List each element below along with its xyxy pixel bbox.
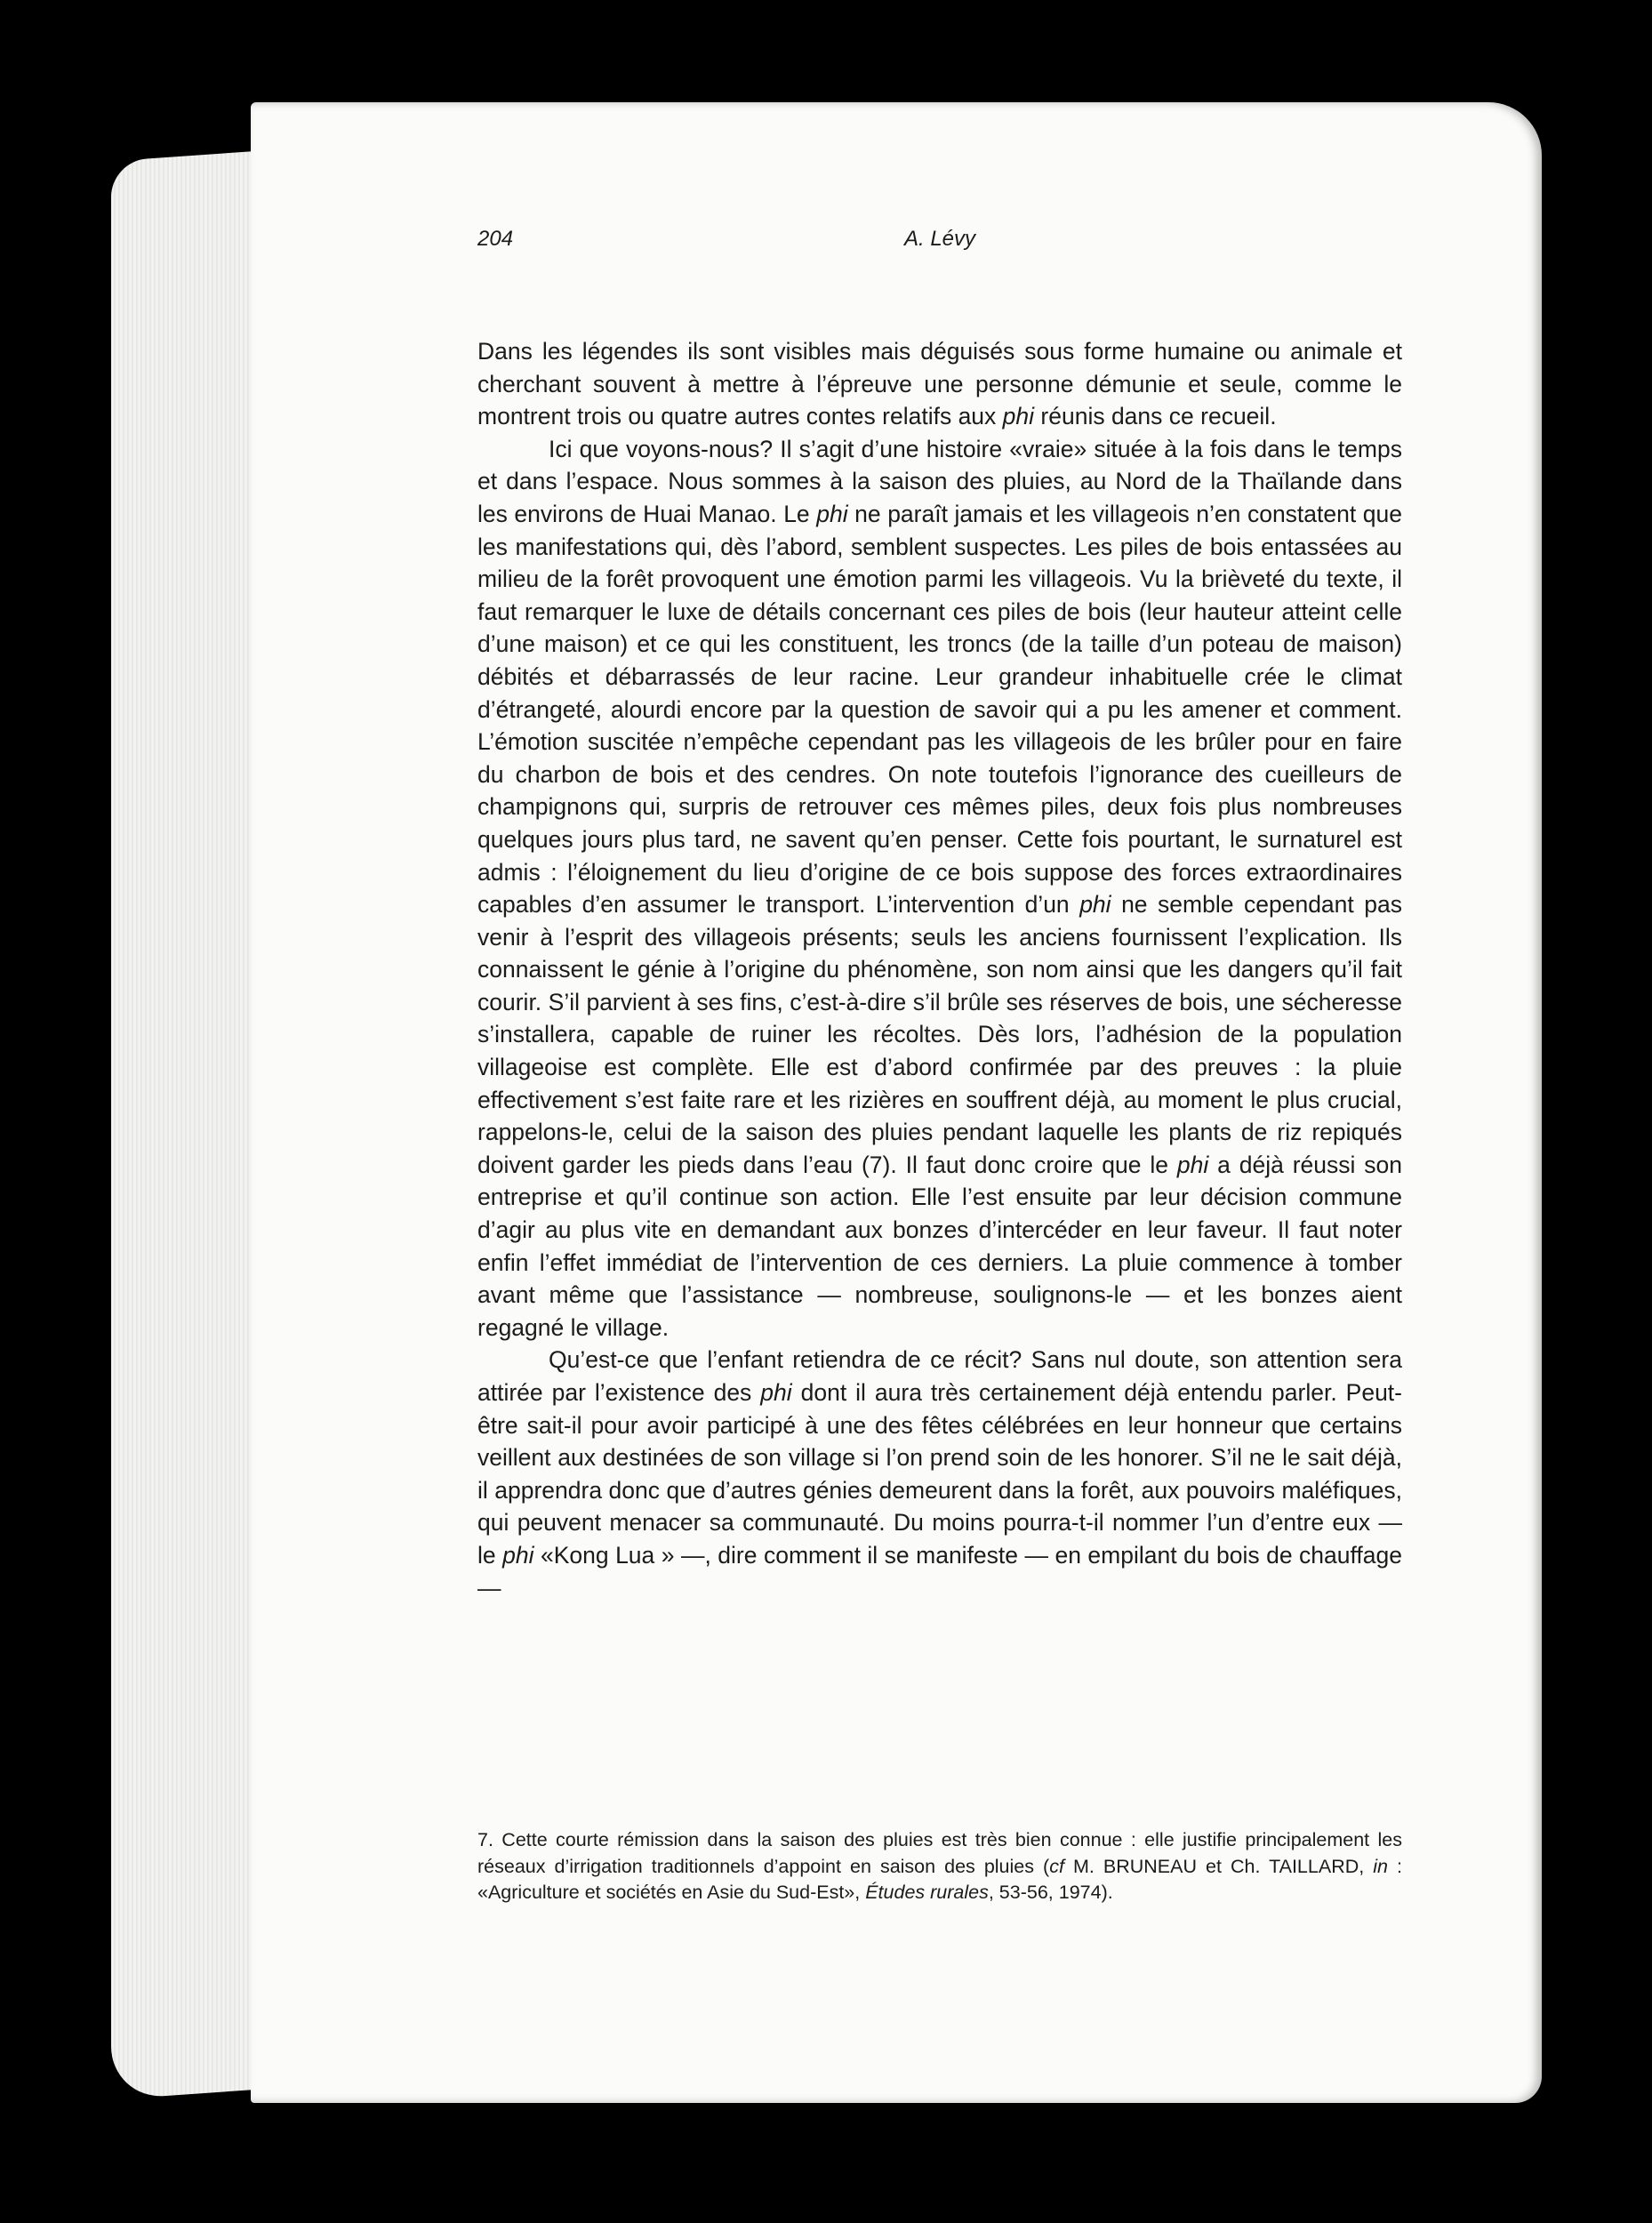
footnote bbox=[477, 1827, 1402, 1906]
paragraph bbox=[477, 1344, 1402, 1604]
page-content bbox=[477, 227, 1402, 1604]
book-page-edges bbox=[111, 150, 271, 2100]
text-span: «Kong Lua » —, dire comment il se manifeste — en empilant du bois de chauffage — bbox=[477, 1541, 1402, 1601]
running-head: A. Lévy bbox=[903, 227, 976, 251]
italic-term: phi bbox=[816, 500, 848, 527]
book-page bbox=[251, 102, 1542, 2103]
paragraph bbox=[477, 433, 1402, 1344]
italic-term: cf bbox=[1049, 1855, 1064, 1877]
body-text bbox=[477, 335, 1402, 1604]
italic-term: Études rurales bbox=[865, 1882, 989, 1903]
italic-term: phi bbox=[1002, 403, 1035, 430]
text-span: a déjà réussi son entreprise et qu’il continue son action. Elle l’est ensuite par leur décision commune d’agir au plus vite en demandant aux bonzes d’intercéder en leur faveur. Il faut noter enfin l’effet immédiat de l’intervention de ces derniers. La pluie commence à tomber avant même que l’assistance — nombreuse, soulignons-le — et les bonzes aient regagné le village. bbox=[477, 1151, 1402, 1341]
italic-term: phi bbox=[1176, 1151, 1209, 1178]
text-span: Qu’est-ce que l’enfant retiendra de ce récit? Sans nul doute, son attention sera attirée par l’existence des bbox=[477, 1346, 1402, 1406]
paragraph bbox=[477, 335, 1402, 433]
text-span: ne semble cependant pas venir à l’esprit des villageois présents; seuls les anciens fournissent l’explication. Ils connaissent le génie à l’origine du phénomène, son nom ainsi que les dangers qu’il fait courir. S’il parvient à ses fins, c’est-à-dire s’il brûle ses réserves de bois, une sécheresse s’installera, capable de ruiner les récoltes. Dès lors, l’adhésion de la population villageoise est complète. Elle est d’abord confirmée par des preuves : la pluie effectivement s’est faite rare et les rizières en souffrent déjà, au moment le plus crucial, rappelons-le, celui de la saison des pluies pendant laquelle les plants de riz repiqués doivent garder les pieds dans l’eau (7). Il faut donc croire que le bbox=[477, 891, 1402, 1178]
text-span: réunis dans ce recueil. bbox=[1034, 403, 1277, 430]
italic-term: phi bbox=[1079, 891, 1111, 919]
footnote-text bbox=[477, 1827, 1402, 1906]
italic-term: phi bbox=[760, 1379, 792, 1406]
text-span: , 53-56, 1974). bbox=[988, 1882, 1113, 1903]
page-header bbox=[477, 227, 1402, 271]
text-span: Ici que voyons-nous? Il s’agit d’une histoire «vraie» située à la fois dans le temps et dans l’espace. Nous sommes à la saison des pluies, au Nord de la Thaïlande dans les environs de Huai Manao. Le bbox=[477, 435, 1402, 527]
text-span: 7. Cette courte rémission dans la saison des pluies est très bien connue : elle justifie principalement les réseaux d’irrigation traditionnels d’appoint en saison des pluies ( bbox=[477, 1829, 1402, 1877]
text-span: ne paraît jamais et les villageois n’en constatent que les manifestations qui, dès l’abord, semblent suspectes. Les piles de bois entassées au milieu de la forêt provoquent une émotion parmi les villageois. Vu la brièveté du texte, il faut remarquer le luxe de détails concernant ces piles de bois (leur hauteur atteint celle d’une maison) et ce qui les constituent, les troncs (de la taille d’un poteau de maison) débités et débarrassés de leur racine. Leur grandeur inhabituelle crée le climat d’étrangeté, alourdi encore par la question de savoir qui a pu les amener et comment. L’émotion suscitée n’empêche cependant pas les villageois de les brûler pour en faire du charbon de bois et des cendres. On note toutefois l’ignorance des cueilleurs de champignons qui, surpris de retrouver ces mêmes piles, deux fois plus nombreuses quelques jours plus tard, ne savent qu’en penser. Cette fois pourtant, le surnaturel est admis : l’éloignement du lieu d’origine de ce bois suppose des forces extraordinaires capables d’en assumer le transport. L’intervention d’un bbox=[477, 500, 1403, 919]
italic-term: in bbox=[1373, 1855, 1388, 1877]
text-span: Dans les légendes ils sont visibles mais déguisés sous forme humaine ou animale et cherchant souvent à mettre à l’épreuve une personne démunie et seule, comme le montrent trois ou quatre autres contes relatifs aux bbox=[477, 338, 1402, 430]
italic-term: phi bbox=[502, 1541, 534, 1569]
text-span: dont il aura très certainement déjà entendu parler. Peut-être sait-il pour avoir participé à une des fêtes célébrées en leur honneur que certains veillent aux destinées de son village si l’on prend soin de les honorer. S’il ne le sait déjà, il apprendra donc que d’autres génies demeurent dans la forêt, aux pouvoirs maléfiques, qui peuvent menacer sa communauté. Du moins pourra-t-il nommer l’un d’entre eux — le bbox=[477, 1379, 1402, 1569]
page-number: 204 bbox=[477, 227, 514, 251]
text-span: : «Agriculture et sociétés en Asie du Sud-Est», bbox=[477, 1855, 1402, 1903]
text-span: M. BRUNEAU et Ch. TAILLARD, bbox=[1063, 1855, 1374, 1877]
